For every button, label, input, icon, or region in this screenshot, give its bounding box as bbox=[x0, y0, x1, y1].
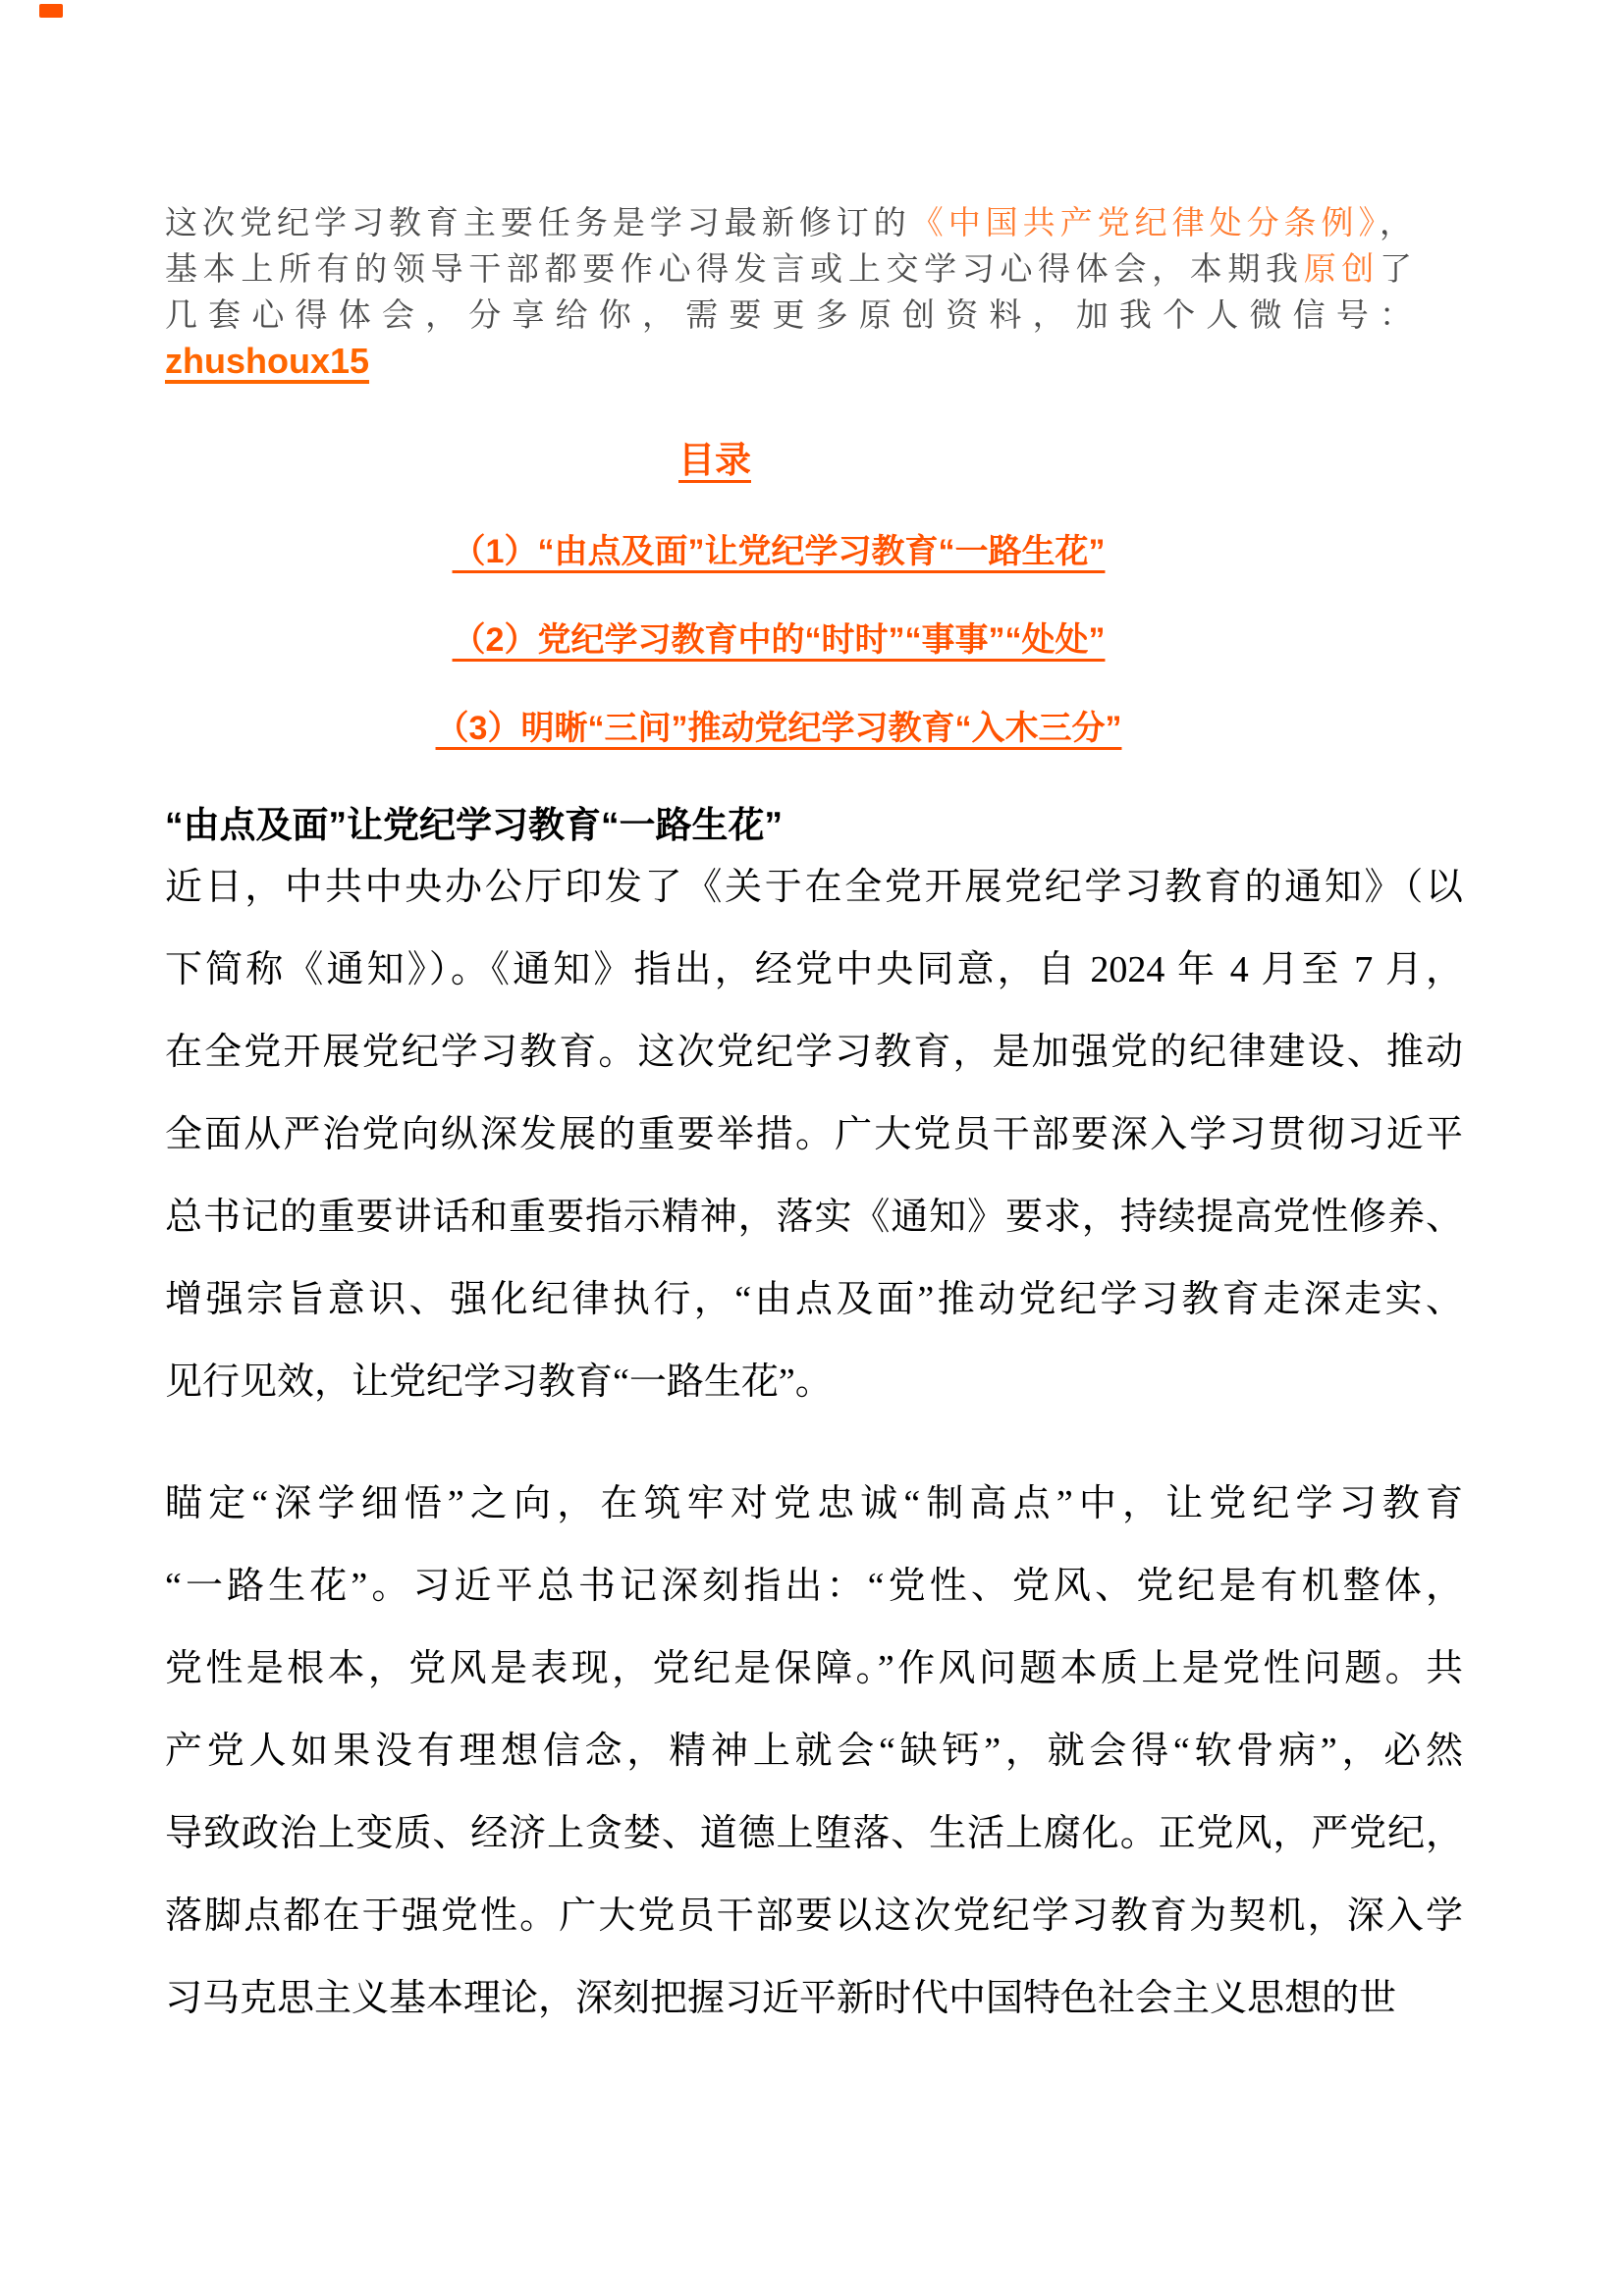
toc-item-3[interactable] bbox=[165, 707, 1392, 750]
toc-title-text: 目录 bbox=[678, 440, 751, 480]
intro-line-2 bbox=[165, 245, 1412, 292]
body-paragraph-1 bbox=[165, 846, 1463, 1423]
intro-line-3 bbox=[165, 292, 1412, 338]
body-line: 瞄定“深学细悟”之向，在筑牢对党忠诚“制高点”中，让党纪学习教育 bbox=[165, 1483, 1463, 1524]
body-line: 落脚点都在于强党性。广大党员干部要以这次党纪学习教育为契机，深入学 bbox=[165, 1896, 1463, 1937]
intro-text: 基本上所有的领导干部都要作心得发言或上交学习心得体会，本期我 bbox=[165, 250, 1304, 287]
toc-item-1-label: （1）“由点及面”让党纪学习教育“一路生花” bbox=[452, 533, 1106, 570]
toc-title bbox=[165, 430, 1265, 483]
body-line: 增强宗旨意识、强化纪律执行，“由点及面”推动党纪学习教育走深走实、 bbox=[165, 1279, 1463, 1320]
intro-line-4 bbox=[165, 338, 1412, 384]
intro-text: 几套心得体会，分享给你，需要更多原创资料，加我个人微信号： bbox=[165, 296, 1412, 333]
body-line: 在全党开展党纪学习教育。这次党纪学习教育，是加强党的纪律建设、推动 bbox=[165, 1032, 1463, 1073]
body-line: 见行见效，让党纪学习教育“一路生花”。 bbox=[165, 1362, 833, 1403]
page-corner-marker bbox=[39, 4, 63, 18]
toc-item-3-label: （3）明晰“三问”推动党纪学习教育“入木三分” bbox=[435, 710, 1122, 747]
toc-item-2-label: （2）党纪学习教育中的“时时”“事事”“处处” bbox=[452, 621, 1106, 659]
intro-text: 这次党纪学习教育主要任务是学习最新修订的 bbox=[165, 204, 911, 240]
body-line: 近日，中共中央办公厅印发了《关于在全党开展党纪学习教育的通知》（以 bbox=[165, 867, 1463, 908]
body-line: 党性是根本，党风是表现，党纪是保障。”作风问题本质上是党性问题。共 bbox=[165, 1648, 1463, 1689]
body-line: 总书记的重要讲话和重要指示精神，落实《通知》要求，持续提高党性修养、 bbox=[165, 1197, 1463, 1238]
toc-item-1[interactable] bbox=[165, 530, 1392, 573]
body-line: 习马克思主义基本理论，深刻把握习近平新时代中国特色社会主义思想的世 bbox=[165, 1978, 1397, 2019]
intro-line-1 bbox=[165, 199, 1412, 245]
body-line: 下简称《通知》）。《通知》指出，经党中央同意，自 2024 年 4 月至 7 月， bbox=[165, 949, 1463, 990]
body-line: 全面从严治党向纵深发展的重要举措。广大党员干部要深入学习贯彻习近平 bbox=[165, 1114, 1463, 1155]
section-heading: “由点及面”让党纪学习教育“一路生花” bbox=[165, 805, 783, 845]
original-highlight: 原创 bbox=[1303, 250, 1380, 287]
toc-item-2[interactable] bbox=[165, 618, 1392, 662]
regulation-title-highlight: 《中国共产党纪律处分条例》 bbox=[910, 204, 1380, 240]
body-paragraph-2 bbox=[165, 1463, 1463, 2040]
body-line: 导致政治上变质、经济上贪婪、道德上堕落、生活上腐化。正党风，严党纪， bbox=[165, 1813, 1463, 1854]
body-line: “一路生花”。习近平总书记深刻指出：“党性、党风、党纪是有机整体， bbox=[165, 1566, 1463, 1607]
intro-text: ， bbox=[1380, 204, 1413, 240]
body-line: 产党人如果没有理想信念，精神上就会“缺钙”，就会得“软骨病”，必然 bbox=[165, 1731, 1463, 1772]
intro-paragraph bbox=[165, 199, 1412, 384]
wechat-id-text: zhushoux15 bbox=[165, 341, 370, 381]
intro-text: 了 bbox=[1380, 250, 1412, 287]
